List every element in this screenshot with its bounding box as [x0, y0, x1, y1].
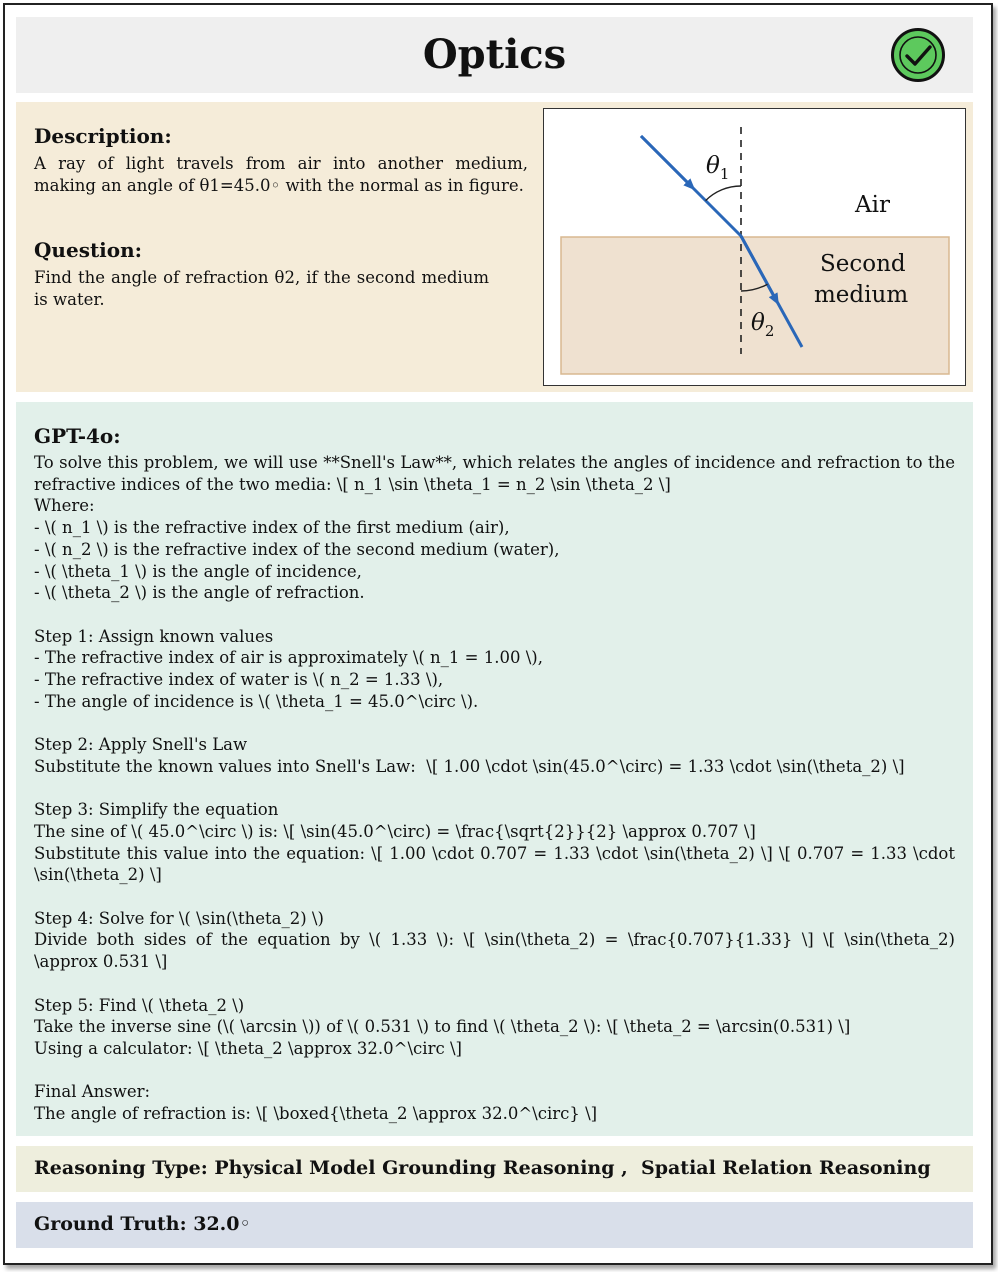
- response-line: Step 3: Simplify the equation: [34, 800, 279, 820]
- ground-truth-bar: [16, 1202, 973, 1248]
- description-label: Description:: [34, 124, 172, 148]
- theta2-label: θ: [751, 310, 765, 336]
- theta1-arc: [706, 186, 741, 201]
- response-line: - The refractive index of water is \( n_2 = 1.33 \),: [34, 670, 444, 690]
- response-line: Take the inverse sine (\( \arcsin \)) of \( 0.531 \) to find \( \theta_2 \): \[ \theta_2 = \arcsin(0.531) \]: [34, 1017, 851, 1037]
- response-text: [34, 452, 961, 1125]
- response-line: [34, 1060, 955, 1082]
- response-line: - \( \theta_1 \) is the angle of incidence,: [34, 561, 362, 581]
- response-line: - The refractive index of air is approximately \( n_1 = 1.00 \),: [34, 648, 543, 668]
- model-label: GPT-4o:: [34, 424, 121, 448]
- svg-text:θ1: [706, 153, 729, 183]
- response-line: [34, 886, 955, 908]
- air-label: Air: [855, 192, 890, 218]
- response-line: - \( n_1 \) is the refractive index of the first medium (air),: [34, 518, 510, 538]
- response-line: - The angle of incidence is \( \theta_1 = 45.0^\circ \).: [34, 691, 479, 711]
- response-line: [34, 604, 955, 626]
- response-line: Divide both sides of the equation by \( 1.33 \): \[ \sin(\theta_2) = \frac{0.707}{1.33} \] \[ \sin(\theta_2) \approx 0.531 \]: [34, 930, 961, 972]
- response-line: Step 1: Assign known values: [34, 626, 274, 646]
- theta1-subscript: 1: [719, 165, 730, 183]
- medium-label-line2: medium: [814, 282, 909, 308]
- medium-label-line1: Second: [820, 251, 906, 277]
- reasoning-type-bar: [16, 1146, 973, 1192]
- check-circle-icon: [890, 27, 946, 83]
- response-line: Using a calculator: \[ \theta_2 \approx 32.0^\circ \]: [34, 1038, 462, 1058]
- page-title: Optics: [422, 31, 567, 78]
- response-line: [34, 712, 955, 734]
- response-line: - \( \theta_2 \) is the angle of refraction.: [34, 583, 365, 603]
- model-response-panel: [16, 402, 973, 1136]
- question-text: Find the angle of refraction θ2, if the second medium is water.: [34, 268, 489, 309]
- response-line: To solve this problem, we will use **Snell's Law**, which relates the angles of incidence and refraction to the refractive indices of the two media: \[ n_1 \sin \theta_1 = n_2 \sin \theta_2 \]: [34, 453, 961, 494]
- response-line: - \( n_2 \) is the refractive index of the second medium (water),: [34, 539, 560, 559]
- response-line: Substitute this value into the equation: \[ 1.00 \cdot 0.707 = 1.33 \cdot \sin(\theta_2) \] \[ 0.707 = 1.33 \cdot \sin(\theta_2) \]: [34, 843, 961, 885]
- response-line: The sine of \( 45.0^\circ \) is: \[ \sin(45.0^\circ) = \frac{\sqrt{2}}{2} \approx 0.707 \]: [34, 821, 756, 841]
- response-line: Substitute the known values into Snell's Law: \[ 1.00 \cdot \sin(45.0^\circ) = 1.33 \cdot \sin(\theta_2) \]: [34, 756, 905, 776]
- reasoning-type-text: Reasoning Type: Physical Model Grounding Reasoning , Spatial Relation Reasoning: [34, 1157, 931, 1179]
- ground-truth-text: Ground Truth: 32.0◦: [34, 1213, 251, 1235]
- response-line: [34, 778, 955, 800]
- response-line: Where:: [34, 496, 95, 516]
- description-text: A ray of light travels from air into another medium, making an angle of θ1=45.0◦ with the normal as in figure.: [34, 154, 528, 195]
- response-line: Step 4: Solve for \( \sin(\theta_2) \): [34, 908, 324, 928]
- response-line: Final Answer:: [34, 1082, 151, 1102]
- refraction-figure: [543, 108, 966, 386]
- response-line: [34, 973, 955, 995]
- problem-panel: [16, 102, 973, 392]
- response-line: Step 2: Apply Snell's Law: [34, 735, 248, 755]
- response-line: Step 5: Find \( \theta_2 \): [34, 995, 245, 1015]
- response-line: The angle of refraction is: \[ \boxed{\theta_2 \approx 32.0^\circ} \]: [34, 1104, 598, 1123]
- theta1-label: θ: [706, 153, 720, 179]
- title-bar: [16, 17, 973, 93]
- question-label: Question:: [34, 238, 143, 262]
- theta2-subscript: 2: [764, 322, 775, 340]
